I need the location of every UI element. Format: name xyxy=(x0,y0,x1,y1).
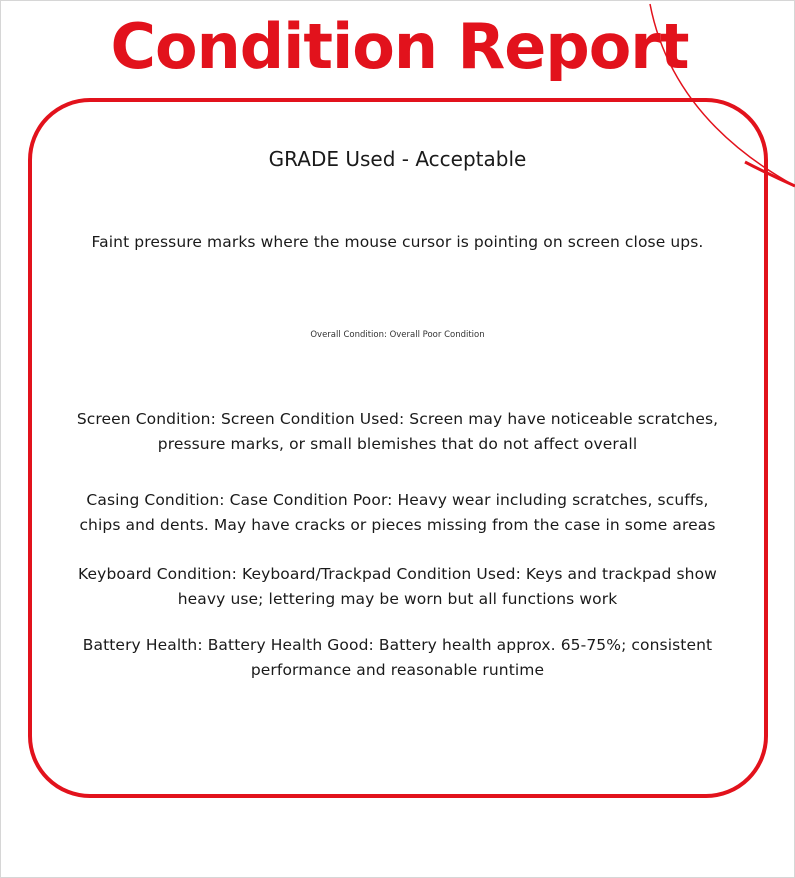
casing-condition: Casing Condition: Case Condition Poor: Heavy wear including scratches, scuffs, chips and dents. May have cracks or pieces missing from the case in some areas xyxy=(79,491,716,534)
condition-note: Faint pressure marks where the mouse cursor is pointing on screen close ups. xyxy=(91,233,704,251)
grade-text: GRADE Used - Acceptable xyxy=(268,147,527,171)
screen-condition: Screen Condition: Screen Condition Used: Screen may have noticeable scratches, pressure marks, or small blemishes that do not affect overall xyxy=(76,410,719,453)
page-title: Condition Report xyxy=(110,10,689,83)
overall-condition: Overall Condition: Overall Poor Condition xyxy=(310,330,485,340)
battery-health: Battery Health: Battery Health Good: Battery health approx. 65-75%; consistent performance and reasonable runtime xyxy=(82,636,713,679)
keyboard-condition: Keyboard Condition: Keyboard/Trackpad Condition Used: Keys and trackpad show heavy use; lettering may be worn but all functions work xyxy=(78,565,717,608)
